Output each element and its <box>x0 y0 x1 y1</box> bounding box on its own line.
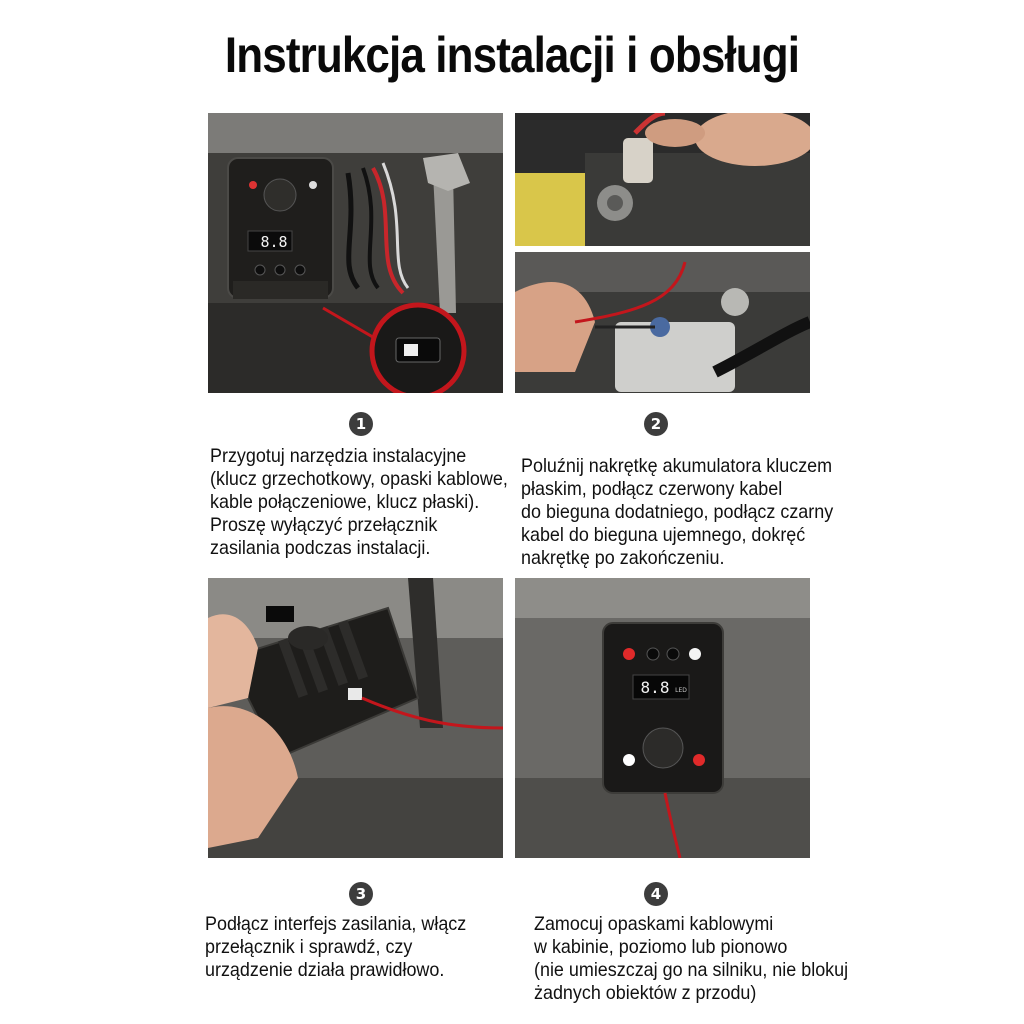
svg-text:8.8: 8.8 <box>260 233 288 251</box>
step-1-line: (klucz grzechotkowy, opaski kablowe, <box>210 468 508 490</box>
step-2-line: Poluźnij nakrętkę akumulatora kluczem <box>521 455 833 477</box>
step-4-text <box>534 913 848 1005</box>
svg-text:8.8: 8.8 <box>640 678 670 697</box>
page-title: Instrukcja instalacji i obsługi <box>224 27 800 83</box>
photo-step-3-power-interface <box>208 578 503 858</box>
step-4-line: (nie umieszczaj go na silniku, nie blokuj <box>534 959 849 981</box>
step-2-line: kabel do bieguna ujemnego, dokręć <box>521 524 806 546</box>
step-1-line: kable połączeniowe, klucz płaski). <box>210 491 480 513</box>
step-3-badge: 3 <box>349 882 373 906</box>
step-3-line: urządzenie działa prawidłowo. <box>205 959 445 981</box>
step-4-line: Zamocuj opaskami kablowymi <box>534 913 774 935</box>
step-1-text <box>210 445 508 560</box>
mounted-device-icon <box>603 623 723 793</box>
step-4-line: w kabinie, poziomo lub pionowo <box>534 936 788 958</box>
repeller-device-icon <box>228 158 333 299</box>
step-2-badge: 2 <box>644 412 668 436</box>
step-2-line: do bieguna dodatniego, podłącz czarny <box>521 501 834 523</box>
step-4-line: żadnych obiektów z przodu) <box>534 982 757 1004</box>
photo-step-1-tools <box>208 113 503 393</box>
step-1-badge: 1 <box>349 412 373 436</box>
step-4-badge: 4 <box>644 882 668 906</box>
step-1-line: Przygotuj narzędzia instalacyjne <box>210 445 467 467</box>
step-2-line: płaskim, podłącz czerwony kabel <box>521 478 783 500</box>
step-1-line: zasilania podczas instalacji. <box>210 537 431 559</box>
step-3-line: przełącznik i sprawdź, czy <box>205 936 413 958</box>
step-1-line: Proszę wyłączyć przełącznik <box>210 514 438 536</box>
step-2-text <box>521 455 833 570</box>
step-3-line: Podłącz interfejs zasilania, włącz <box>205 913 467 935</box>
step-3-text <box>205 913 466 982</box>
photo-step-2-battery-bottom <box>515 252 810 393</box>
step-2-line: nakrętkę po zakończeniu. <box>521 547 725 569</box>
svg-text:LED: LED <box>675 687 687 694</box>
photo-step-4-mounted-device <box>515 578 810 858</box>
photo-step-2-battery-top <box>515 113 810 246</box>
